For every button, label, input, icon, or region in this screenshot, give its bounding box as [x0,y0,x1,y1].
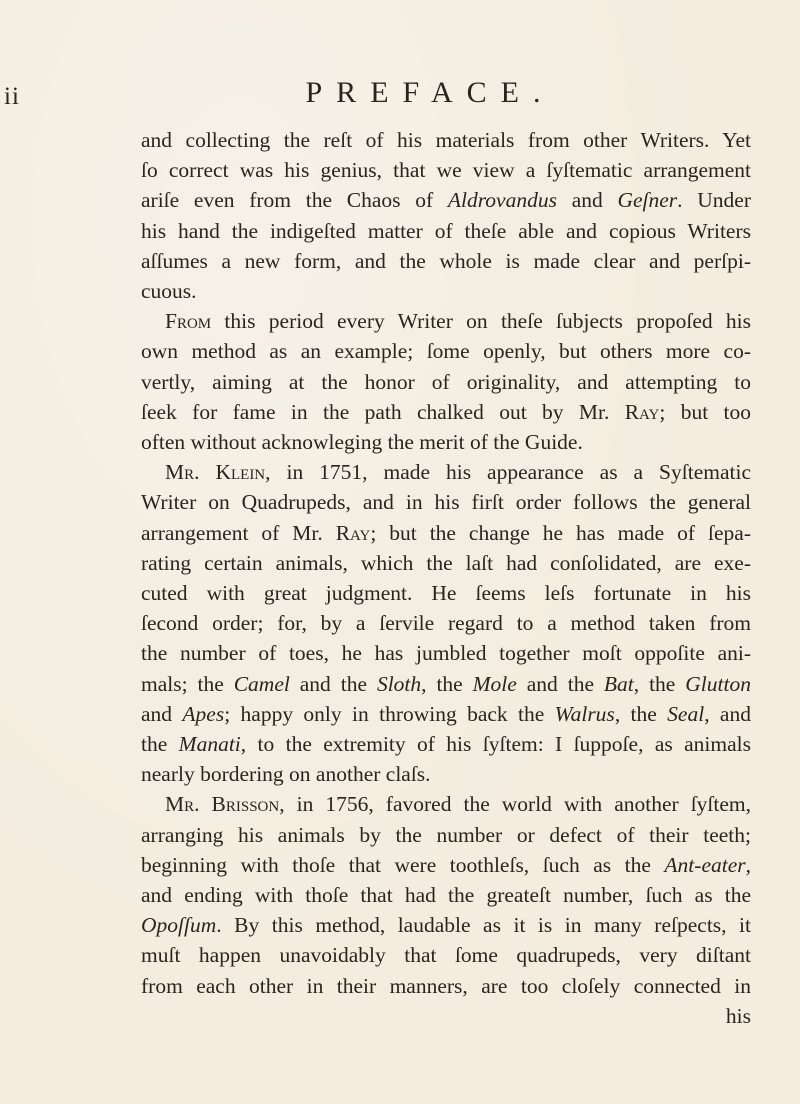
text-line [141,940,751,970]
text-run: , the [421,671,473,696]
text-line [141,336,751,366]
text-line [141,548,751,578]
small-caps-run: r. Brisson [184,792,280,817]
text-run: ; but the change he has made of ſepa- [370,520,752,545]
text-run: , [745,852,751,877]
text-line [141,155,751,185]
text-run: and [141,701,183,726]
text-line [141,850,751,880]
text-run: ; happy only in throwing back the [224,701,555,726]
text-run: , in 1756, favored the world with another ſyſtem, [279,792,751,817]
italic-run: Ant-eater [664,852,746,877]
body-text [141,125,751,1031]
text-run: . Under [677,188,752,213]
text-run: , to the extremity of his ſyſtem: I ſuppoſe, as animals [240,732,751,757]
italic-run: Mole [472,671,517,696]
text-run: , the [614,701,668,726]
text-line [141,669,751,699]
small-caps-run: Ray [335,520,371,545]
italic-run: Geſner [617,188,678,213]
text-run: muſt happen unavoidably that ſome quadrupeds, very diſtant [141,943,751,968]
italic-run: Manati [178,732,241,757]
text-run: beginning with thoſe that were toothleſs, ſuch as the [141,852,665,877]
text-run: and ending with thoſe that had the greateſt number, ſuch as the [141,883,751,908]
text-run: aſſumes a new form, and the whole is made clear and perſpi- [141,248,751,273]
text-run: arranging his animals by the number or defect of their teeth; [141,822,751,847]
text-run: and the [289,671,377,696]
small-caps-run: From [165,309,212,334]
text-run: mals; the [141,671,234,696]
text-run: , the [633,671,686,696]
text-run: and [556,188,618,213]
text-run: . By this method, laudable as it is in many reſpects, it [216,913,751,938]
italic-run: Aldrovandus [447,188,557,213]
text-run: nearly bordering on another claſs. [141,762,431,787]
italic-run: Walrus [554,701,615,726]
text-run: own method as an example; ſome openly, but others more co- [141,339,751,364]
text-line [141,759,751,789]
italic-run: Opoſſum [141,913,217,938]
text-run: cuous. [141,279,197,304]
italic-run: Sloth [376,671,422,696]
text-line [141,789,751,819]
text-line [141,699,751,729]
text-run: ſeek for fame in the path chalked out by Mr. [141,399,625,424]
text-line [141,125,751,155]
text-run: ſo correct was his genius, that we view a ſyſtematic arrangement [141,158,751,183]
text-run: arrangement of Mr. [141,520,336,545]
text-run: , in 1751, made his appearance as a Syſtematic [265,460,752,485]
text-run: Writer on Quadrupeds, and in his firſt order follows the general [141,490,751,515]
italic-run: Apes [182,701,225,726]
text-line [141,578,751,608]
text-run: ariſe even from the Chaos of [141,188,448,213]
text-run: M [165,460,185,485]
italic-run: Camel [233,671,290,696]
small-caps-run: Ray [624,399,660,424]
text-line [141,971,751,1001]
page-number: ii [4,83,20,110]
text-line [141,729,751,759]
text-run: and the [516,671,604,696]
italic-run: Glutton [685,671,751,696]
text-line [141,397,751,427]
small-caps-run: r. Klein [184,460,266,485]
text-line [141,910,751,940]
text-run: ſecond order; for, by a ſervile regard to a method taken from [141,611,751,636]
text-line [141,518,751,548]
text-run: rating certain animals, which the laſt had conſolidated, are exe- [141,550,751,575]
text-run: the number of toes, he has jumbled together moſt oppoſite ani- [141,641,751,666]
text-line [141,487,751,517]
text-line [141,608,751,638]
text-line [141,216,751,246]
text-line [141,820,751,850]
text-line [141,276,751,306]
text-line [141,427,751,457]
text-line [141,457,751,487]
text-line [141,306,751,336]
text-run: this period every Writer on theſe ſubjects propoſed his [211,309,751,334]
text-run: often without acknowleging the merit of the Guide. [141,430,583,455]
text-run: M [165,792,185,817]
text-line [141,367,751,397]
text-run: ; but too [659,399,751,424]
italic-run: Bat [603,671,634,696]
text-line [141,185,751,215]
text-run: , and [704,701,751,726]
text-line [141,246,751,276]
running-head: PREFACE. [305,76,555,109]
text-run: his hand the indigeſted matter of theſe able and copious Writers [141,218,751,243]
text-run: cuted with great judgment. He ſeems leſs fortunate in his [141,581,751,606]
text-run: the [141,732,179,757]
text-run: and collecting the reſt of his materials from other Writers. Yet [141,128,751,152]
text-line [141,638,751,668]
catchword: his [725,1003,751,1028]
italic-run: Seal [667,701,705,726]
text-run: vertly, aiming at the honor of originality, and attempting to [141,369,751,394]
text-line [141,880,751,910]
text-run: from each other in their manners, are too cloſely connected in [141,973,751,998]
